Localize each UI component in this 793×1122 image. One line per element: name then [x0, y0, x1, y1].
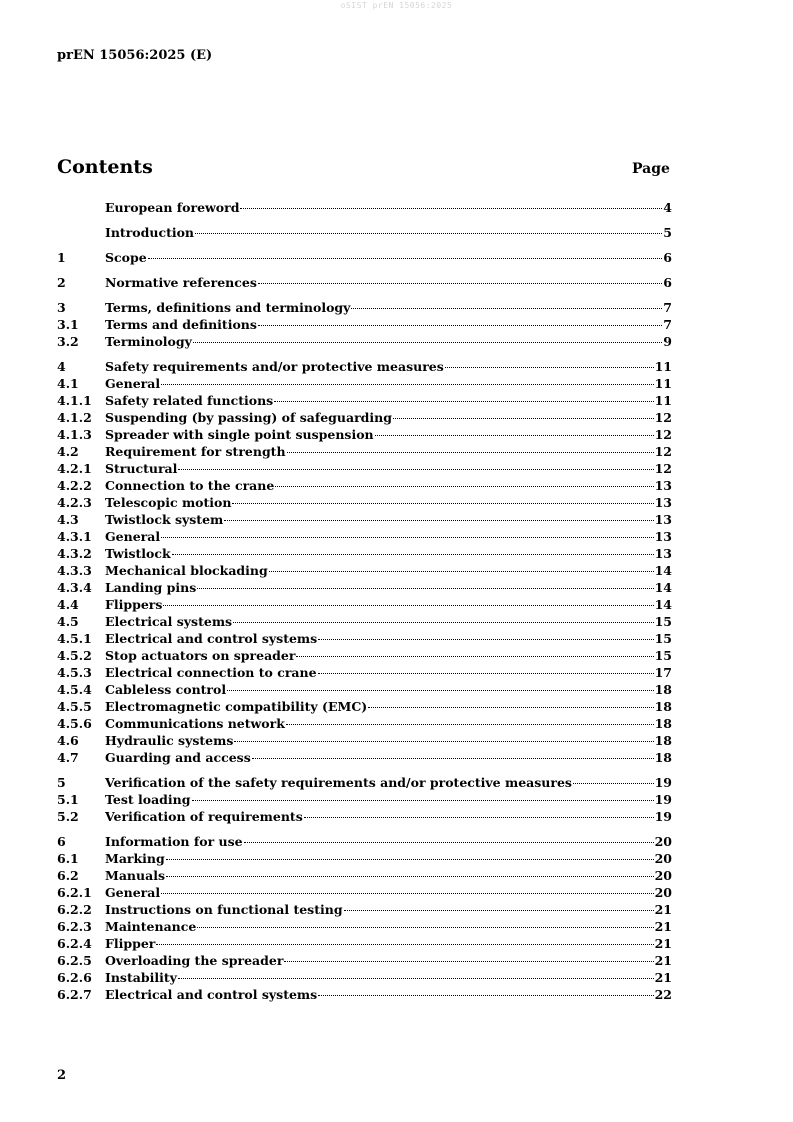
toc-entry-page: 21: [654, 953, 672, 968]
toc-entry-page: 11: [654, 393, 672, 408]
toc-entry-title: Twistlock system: [105, 512, 224, 527]
toc-dot-leader: [393, 418, 654, 419]
toc-entry-title: Flippers: [105, 597, 163, 612]
toc-entry[interactable]: [57, 750, 672, 767]
toc-dot-leader: [269, 571, 654, 572]
toc-entry-page: 15: [654, 648, 672, 663]
toc-entry-title: Scope: [105, 250, 147, 265]
toc-dot-leader: [244, 842, 654, 843]
toc-entry-page: 19: [654, 775, 672, 790]
toc-entry-page: 7: [663, 300, 672, 315]
toc-entry-title: Connection to the crane: [105, 478, 275, 493]
toc-entry-page: 21: [654, 970, 672, 985]
toc-entry-page: 21: [654, 902, 672, 917]
toc-entry-title: Maintenance: [105, 919, 197, 934]
toc-entry-number: 4.4: [57, 597, 79, 612]
toc-entry-page: 18: [654, 699, 672, 714]
toc-entry-title: Landing pins: [105, 580, 197, 595]
toc-entry-title: Suspending (by passing) of safeguarding: [105, 410, 392, 425]
toc-entry-number: 6.2.1: [57, 885, 92, 900]
toc-dot-leader: [274, 401, 653, 402]
toc-dot-leader: [304, 817, 654, 818]
toc-entry-title: Hydraulic systems: [105, 733, 234, 748]
toc-dot-leader: [258, 325, 662, 326]
toc-entry-number: 4.3: [57, 512, 79, 527]
toc-entry-page: 6: [663, 250, 672, 265]
toc-dot-leader: [197, 927, 653, 928]
toc-dot-leader: [296, 656, 653, 657]
toc-entry-page: 20: [654, 834, 672, 849]
toc-entry-page: 12: [654, 410, 672, 425]
toc-entry-page: 6: [663, 275, 672, 290]
toc-entry[interactable]: [57, 970, 672, 987]
toc-entry-title: General: [105, 376, 161, 391]
toc-dot-leader: [445, 367, 654, 368]
toc-dot-leader: [234, 741, 653, 742]
toc-entry-number: 4.5.2: [57, 648, 92, 663]
toc-entry[interactable]: [57, 225, 672, 242]
toc-entry-page: 11: [654, 359, 672, 374]
toc-entry[interactable]: [57, 334, 672, 351]
table-of-contents: [57, 200, 672, 1004]
toc-entry-page: 13: [654, 529, 672, 544]
toc-entry-title: Electrical connection to crane: [105, 665, 317, 680]
toc-dot-leader: [286, 724, 654, 725]
toc-entry-number: 6.2.4: [57, 936, 92, 951]
toc-entry-page: 18: [654, 733, 672, 748]
toc-entry-title: Electrical systems: [105, 614, 233, 629]
toc-dot-leader: [163, 605, 653, 606]
toc-entry-page: 18: [654, 750, 672, 765]
toc-entry-title: Instructions on functional testing: [105, 902, 343, 917]
toc-entry[interactable]: [57, 597, 672, 614]
toc-entry-number: 4.1.1: [57, 393, 92, 408]
toc-entry-page: 9: [663, 334, 672, 349]
toc-entry[interactable]: [57, 563, 672, 580]
toc-entry[interactable]: [57, 376, 672, 393]
toc-entry-page: 13: [654, 478, 672, 493]
toc-entry-title: Instability: [105, 970, 177, 985]
toc-dot-leader: [258, 283, 662, 284]
toc-entry-page: 21: [654, 936, 672, 951]
toc-entry-page: 17: [654, 665, 672, 680]
toc-entry-page: 5: [663, 225, 672, 240]
toc-dot-leader: [375, 435, 654, 436]
toc-entry-title: Marking: [105, 851, 165, 866]
toc-entry-number: 5.2: [57, 809, 79, 824]
toc-entry-number: 4.5: [57, 614, 79, 629]
page-number: 2: [57, 1068, 67, 1083]
toc-dot-leader: [287, 452, 654, 453]
toc-entry[interactable]: [57, 300, 672, 317]
toc-entry-title: Cableless control: [105, 682, 227, 697]
toc-entry[interactable]: [57, 919, 672, 936]
contents-title: Contents: [57, 156, 153, 178]
toc-entry-page: 20: [654, 868, 672, 883]
toc-entry-number: 4: [57, 359, 66, 374]
toc-dot-leader: [161, 893, 653, 894]
toc-entry-page: 7: [663, 317, 672, 332]
toc-entry[interactable]: [57, 250, 672, 267]
toc-entry[interactable]: [57, 733, 672, 750]
toc-entry-title: Twistlock: [105, 546, 171, 561]
toc-entry-page: 14: [654, 597, 672, 612]
toc-entry-number: 6: [57, 834, 66, 849]
toc-entry-page: 19: [654, 792, 672, 807]
toc-entry[interactable]: [57, 495, 672, 512]
toc-entry-number: 6.2: [57, 868, 79, 883]
toc-entry-page: 12: [654, 427, 672, 442]
toc-entry-title: Structural: [105, 461, 178, 476]
toc-entry-title: Manuals: [105, 868, 165, 883]
toc-entry-page: 4: [663, 200, 672, 215]
toc-entry[interactable]: [57, 792, 672, 809]
toc-dot-leader: [318, 673, 654, 674]
toc-entry-page: 13: [654, 546, 672, 561]
toc-entry-number: 4.2.3: [57, 495, 92, 510]
toc-dot-leader: [166, 876, 654, 877]
toc-entry-page: 13: [654, 512, 672, 527]
toc-entry-number: 4.5.5: [57, 699, 92, 714]
toc-entry[interactable]: [57, 902, 672, 919]
toc-entry-page: 13: [654, 495, 672, 510]
toc-dot-leader: [193, 342, 662, 343]
toc-entry-title: Electrical and control systems: [105, 631, 318, 646]
toc-entry-number: 4.5.4: [57, 682, 92, 697]
toc-entry[interactable]: [57, 580, 672, 597]
toc-entry[interactable]: [57, 648, 672, 665]
toc-entry[interactable]: [57, 546, 672, 563]
toc-entry[interactable]: [57, 699, 672, 716]
toc-dot-leader: [275, 486, 653, 487]
toc-entry-page: 20: [654, 851, 672, 866]
toc-entry-number: 4.1.3: [57, 427, 92, 442]
toc-entry-number: 4.2.1: [57, 461, 92, 476]
toc-dot-leader: [161, 537, 653, 538]
toc-entry[interactable]: [57, 936, 672, 953]
toc-entry-number: 4.2: [57, 444, 79, 459]
toc-entry-number: 4.3.4: [57, 580, 92, 595]
toc-dot-leader: [233, 622, 654, 623]
toc-entry[interactable]: [57, 529, 672, 546]
toc-entry-title: Mechanical blockading: [105, 563, 268, 578]
document-id: prEN 15056:2025 (E): [57, 48, 213, 63]
toc-entry-number: 4.6: [57, 733, 79, 748]
toc-entry-page: 20: [654, 885, 672, 900]
toc-entry-title: Terminology: [105, 334, 192, 349]
toc-entry-number: 4.5.3: [57, 665, 92, 680]
toc-dot-leader: [368, 707, 653, 708]
toc-entry-title: Stop actuators on spreader: [105, 648, 296, 663]
toc-entry-title: Requirement for strength: [105, 444, 286, 459]
toc-entry-number: 4.3.3: [57, 563, 92, 578]
toc-entry-number: 4.2.2: [57, 478, 92, 493]
toc-entry-number: 6.1: [57, 851, 79, 866]
toc-dot-leader: [227, 690, 653, 691]
toc-entry[interactable]: [57, 461, 672, 478]
toc-entry-title: Telescopic motion: [105, 495, 232, 510]
toc-entry[interactable]: [57, 478, 672, 495]
toc-dot-leader: [232, 503, 653, 504]
toc-entry-number: 6.2.5: [57, 953, 92, 968]
toc-entry[interactable]: [57, 275, 672, 292]
toc-entry[interactable]: [57, 868, 672, 885]
toc-entry-page: 12: [654, 444, 672, 459]
toc-entry-title: Flipper: [105, 936, 156, 951]
toc-dot-leader: [178, 469, 653, 470]
toc-dot-leader: [197, 588, 653, 589]
toc-entry[interactable]: [57, 393, 672, 410]
toc-entry-title: Normative references: [105, 275, 257, 290]
toc-entry-number: 4.3.2: [57, 546, 92, 561]
toc-dot-leader: [148, 258, 663, 259]
toc-entry-number: 4.5.6: [57, 716, 92, 731]
toc-dot-leader: [318, 639, 653, 640]
toc-entry-number: 6.2.2: [57, 902, 92, 917]
toc-entry[interactable]: [57, 834, 672, 851]
toc-entry-number: 4.5.1: [57, 631, 92, 646]
toc-entry-page: 22: [654, 987, 672, 1002]
toc-dot-leader: [318, 995, 653, 996]
toc-entry-number: 1: [57, 250, 66, 265]
toc-entry-number: 3.2: [57, 334, 79, 349]
toc-entry-number: 3: [57, 300, 66, 315]
toc-entry-title: Communications network: [105, 716, 285, 731]
toc-entry-title: Safety related functions: [105, 393, 274, 408]
toc-entry[interactable]: [57, 716, 672, 733]
toc-entry-title: General: [105, 529, 161, 544]
toc-entry-page: 15: [654, 614, 672, 629]
toc-entry[interactable]: [57, 410, 672, 427]
toc-entry-page: 14: [654, 563, 672, 578]
toc-entry-page: 21: [654, 919, 672, 934]
toc-dot-leader: [161, 384, 653, 385]
toc-dot-leader: [351, 308, 662, 309]
toc-entry-title: Electromagnetic compatibility (EMC): [105, 699, 368, 714]
toc-dot-leader: [252, 758, 654, 759]
toc-entry[interactable]: [57, 885, 672, 902]
toc-entry[interactable]: [57, 444, 672, 461]
toc-dot-leader: [195, 233, 662, 234]
toc-entry-title: Electrical and control systems: [105, 987, 318, 1002]
toc-dot-leader: [172, 554, 654, 555]
toc-entry[interactable]: [57, 809, 672, 826]
toc-entry[interactable]: [57, 631, 672, 648]
toc-dot-leader: [240, 208, 662, 209]
toc-entry[interactable]: [57, 665, 672, 682]
toc-entry-page: 19: [654, 809, 672, 824]
toc-entry-title: Terms and definitions: [105, 317, 257, 332]
toc-entry-number: 4.1: [57, 376, 79, 391]
toc-entry-number: 6.2.3: [57, 919, 92, 934]
toc-entry-title: Verification of the safety requirements and/or protective measures: [105, 775, 572, 790]
toc-dot-leader: [344, 910, 654, 911]
toc-entry-number: 5.1: [57, 792, 79, 807]
toc-entry-number: 6.2.6: [57, 970, 92, 985]
toc-entry-title: Safety requirements and/or protective measures: [105, 359, 444, 374]
toc-entry[interactable]: [57, 775, 672, 792]
toc-entry-number: 4.7: [57, 750, 79, 765]
toc-entry-title: Overloading the spreader: [105, 953, 284, 968]
toc-entry[interactable]: [57, 851, 672, 868]
toc-entry-title: Test loading: [105, 792, 191, 807]
toc-entry-page: 11: [654, 376, 672, 391]
toc-entry-title: Introduction: [105, 225, 195, 240]
toc-entry-page: 14: [654, 580, 672, 595]
toc-entry-title: General: [105, 885, 161, 900]
toc-entry[interactable]: [57, 512, 672, 529]
toc-entry[interactable]: [57, 317, 672, 334]
toc-dot-leader: [573, 783, 654, 784]
toc-dot-leader: [178, 978, 654, 979]
toc-entry[interactable]: [57, 359, 672, 376]
toc-entry-title: European foreword: [105, 200, 240, 215]
toc-entry[interactable]: [57, 427, 672, 444]
toc-dot-leader: [224, 520, 653, 521]
toc-dot-leader: [192, 800, 654, 801]
toc-entry-page: 12: [654, 461, 672, 476]
toc-entry-title: Guarding and access: [105, 750, 251, 765]
toc-entry-number: 5: [57, 775, 66, 790]
toc-entry-number: 4.1.2: [57, 410, 92, 425]
toc-entry-number: 3.1: [57, 317, 79, 332]
toc-entry[interactable]: [57, 987, 672, 1004]
toc-entry-number: 6.2.7: [57, 987, 92, 1002]
toc-entry-title: Information for use: [105, 834, 243, 849]
toc-entry-title: Spreader with single point suspension: [105, 427, 374, 442]
toc-dot-leader: [166, 859, 654, 860]
toc-dot-leader: [284, 961, 653, 962]
toc-entry-title: Terms, definitions and terminology: [105, 300, 351, 315]
watermark: oSIST prEN 15056:2025: [340, 1, 453, 10]
toc-entry[interactable]: [57, 682, 672, 699]
toc-entry[interactable]: [57, 953, 672, 970]
toc-entry-page: 15: [654, 631, 672, 646]
toc-entry-number: 4.3.1: [57, 529, 92, 544]
toc-entry-title: Verification of requirements: [105, 809, 303, 824]
toc-entry[interactable]: [57, 614, 672, 631]
toc-entry[interactable]: [57, 200, 672, 217]
toc-entry-page: 18: [654, 716, 672, 731]
page-column-label: Page: [632, 161, 670, 177]
toc-dot-leader: [156, 944, 653, 945]
toc-entry-page: 18: [654, 682, 672, 697]
toc-entry-number: 2: [57, 275, 66, 290]
